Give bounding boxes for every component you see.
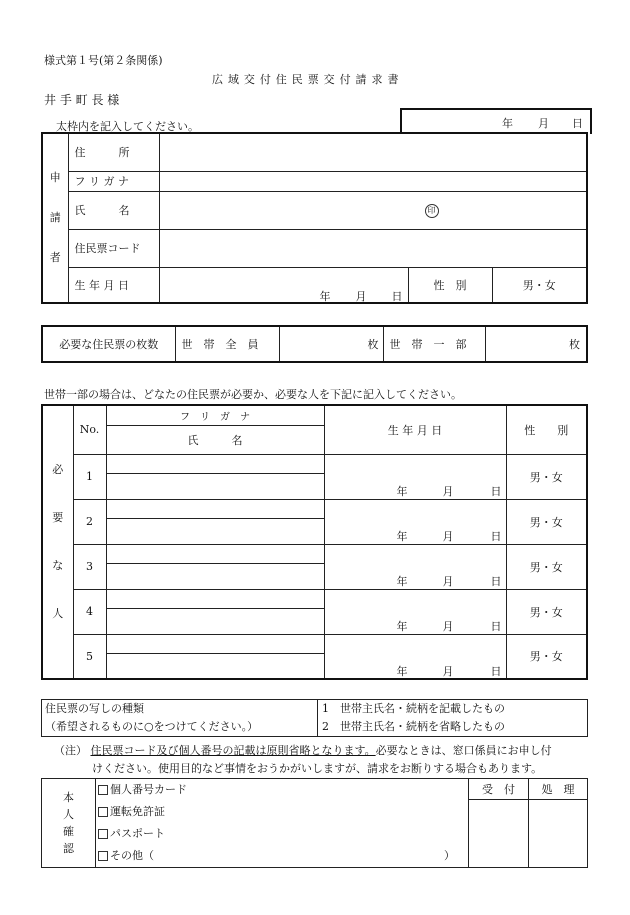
table-row: [42, 634, 587, 653]
day-unit: 日: [490, 574, 502, 588]
id-option-mynumber[interactable]: 個人番号カード: [98, 779, 468, 801]
name-label: 氏 名: [68, 191, 159, 229]
day-unit: 日: [490, 529, 502, 543]
year-unit: 年: [396, 484, 408, 498]
note-underlined: 住民票コード及び個人番号の記載は原則省略となります。: [90, 744, 376, 757]
other-close-paren: ）: [444, 849, 455, 862]
row-name-field[interactable]: [106, 563, 324, 589]
row-furigana-field[interactable]: [106, 499, 324, 518]
identity-document-list: [96, 779, 469, 868]
side-char: 人: [63, 808, 74, 821]
birth-day-unit: 日: [391, 289, 403, 303]
seal-mark-icon: 印: [425, 204, 439, 218]
addressee: 井 手 町 長 様: [44, 93, 120, 107]
checkbox-icon[interactable]: [98, 829, 108, 839]
date-year: 年: [502, 117, 513, 130]
year-unit: 年: [396, 619, 408, 633]
table-row: [42, 454, 587, 473]
id-option-other[interactable]: その他（ ）: [98, 845, 468, 867]
side-char: 人: [52, 607, 64, 620]
needed-side-label: [42, 405, 73, 679]
note-line-2: けください。使用目的など事情をおうかがいしますが、請求をお断りする場合もあります。: [92, 762, 543, 775]
sex-label: 性 別: [408, 267, 492, 303]
address-field[interactable]: [159, 133, 587, 171]
name-header: 氏 名: [106, 425, 324, 454]
date-day: 日: [572, 117, 583, 130]
no-header: No.: [73, 405, 106, 454]
partial-household-label: 世 帯 一 部: [383, 326, 485, 362]
side-char: 必: [52, 463, 64, 476]
resident-code-label: 住民票コード: [68, 229, 159, 267]
side-char: 本: [63, 791, 74, 804]
year-unit: 年: [396, 529, 408, 543]
furigana-label: フ リ ガ ナ: [68, 171, 159, 191]
sex-header: 性 別: [506, 405, 587, 454]
id-option-license[interactable]: 運転免許証: [98, 801, 468, 823]
note-rest: 必要なときは、窓口係員にお申し付: [375, 744, 552, 757]
table-row: [42, 544, 587, 563]
row-name-field[interactable]: [106, 473, 324, 499]
count-table: [41, 325, 588, 363]
request-date-box[interactable]: [400, 108, 592, 134]
row-number: 5: [73, 634, 106, 679]
row-birthdate-field[interactable]: [324, 454, 506, 499]
month-unit: 月: [442, 484, 454, 498]
count-label: 必要な住民票の枚数: [42, 326, 175, 362]
needed-intro: 世帯一部の場合は、どなたの住民票が必要か、必要な人を下記に記入してください。: [44, 388, 462, 401]
side-char: 要: [52, 511, 64, 524]
address-label: 住 所: [68, 133, 159, 171]
date-month: 月: [538, 117, 549, 130]
row-number: 2: [73, 499, 106, 544]
row-furigana-field[interactable]: [106, 544, 324, 563]
day-unit: 日: [490, 664, 502, 678]
copy-type-option-1[interactable]: 1 世帯主氏名・続柄を記載したもの: [322, 702, 505, 715]
applicant-side-label: [42, 133, 68, 303]
furigana-header: フ リ ガ ナ: [106, 405, 324, 425]
side-char: な: [52, 559, 64, 572]
sex-choice[interactable]: 男・女: [492, 267, 587, 303]
furigana-field[interactable]: [159, 171, 587, 191]
row-number: 4: [73, 589, 106, 634]
copy-type-option-2[interactable]: 2 世帯主氏名・続柄を省略したもの: [322, 720, 505, 733]
table-row: [42, 499, 587, 518]
needed-persons-table: [41, 404, 588, 680]
row-sex-choice[interactable]: 男・女: [506, 589, 587, 634]
row-name-field[interactable]: [106, 653, 324, 679]
copy-type-options: [318, 700, 588, 737]
processing-header: 処 理: [529, 779, 588, 800]
row-furigana-field[interactable]: [106, 634, 324, 653]
month-unit: 月: [442, 529, 454, 543]
resident-code-field[interactable]: [159, 229, 587, 267]
row-sex-choice[interactable]: 男・女: [506, 634, 587, 679]
row-furigana-field[interactable]: [106, 589, 324, 608]
side-char: 申: [49, 171, 61, 184]
month-unit: 月: [442, 574, 454, 588]
copy-type-label: 住民票の写しの種類: [45, 702, 144, 715]
month-unit: 月: [442, 619, 454, 633]
side-char: 確: [63, 825, 74, 838]
row-sex-choice[interactable]: 男・女: [506, 499, 587, 544]
row-sex-choice[interactable]: 男・女: [506, 454, 587, 499]
birthdate-field[interactable]: [159, 267, 408, 303]
received-stamp-field[interactable]: [469, 799, 529, 867]
side-char: 者: [49, 251, 61, 264]
birth-month-unit: 月: [355, 289, 367, 303]
row-birthdate-field[interactable]: [324, 634, 506, 679]
whole-household-label: 世 帯 全 員: [175, 326, 279, 362]
processing-stamp-field[interactable]: [529, 799, 588, 867]
birthdate-header: 生 年 月 日: [324, 405, 506, 454]
year-unit: 年: [396, 574, 408, 588]
row-birthdate-field[interactable]: [324, 589, 506, 634]
note-line-1: [54, 742, 552, 758]
form-title: 広域交付住民票交付請求書: [212, 73, 404, 86]
copy-type-hint: （希望されるものに○をつけてください。）: [45, 720, 259, 733]
fill-instruction: 太枠内を記入してください。: [56, 120, 199, 133]
day-unit: 日: [490, 484, 502, 498]
row-birthdate-field[interactable]: [324, 544, 506, 589]
row-number: 1: [73, 454, 106, 499]
row-sex-choice[interactable]: 男・女: [506, 544, 587, 589]
form-number: 様式第１号(第２条関係): [44, 54, 163, 67]
copy-type-table: [41, 699, 588, 737]
day-unit: 日: [490, 619, 502, 633]
name-field[interactable]: [159, 191, 587, 229]
row-furigana-field[interactable]: [106, 454, 324, 473]
received-header: 受 付: [469, 779, 529, 800]
birth-year-unit: 年: [319, 289, 331, 303]
identity-table: [41, 778, 588, 868]
row-birthdate-field[interactable]: [324, 499, 506, 544]
checkbox-icon[interactable]: [98, 785, 108, 795]
identity-side-label: [42, 779, 96, 868]
note-prefix: （注）: [54, 744, 87, 757]
checkbox-icon[interactable]: [98, 807, 108, 817]
row-name-field[interactable]: [106, 608, 324, 634]
copy-type-label-cell: [42, 700, 318, 737]
row-name-field[interactable]: [106, 518, 324, 544]
checkbox-icon[interactable]: [98, 851, 108, 861]
partial-household-count[interactable]: 枚: [485, 326, 587, 362]
birthdate-label: 生 年 月 日: [68, 267, 159, 303]
id-option-passport[interactable]: パスポート: [98, 823, 468, 845]
applicant-table: [41, 132, 588, 304]
table-row: [42, 589, 587, 608]
whole-household-count[interactable]: 枚: [279, 326, 383, 362]
year-unit: 年: [396, 664, 408, 678]
month-unit: 月: [442, 664, 454, 678]
side-char: 認: [63, 842, 74, 855]
side-char: 請: [49, 211, 61, 224]
row-number: 3: [73, 544, 106, 589]
